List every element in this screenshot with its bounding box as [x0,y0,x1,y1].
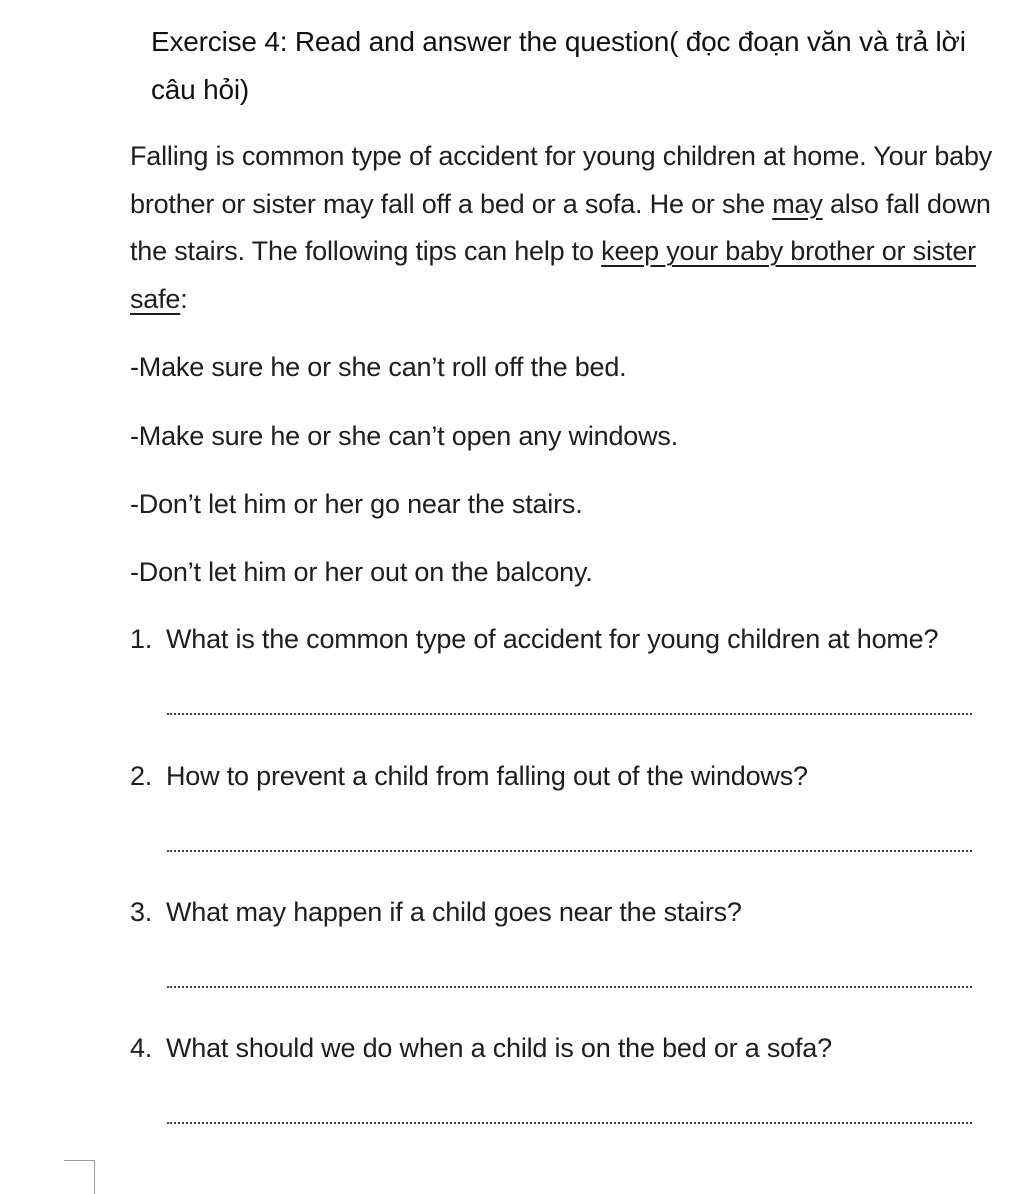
question-1 [130,621,938,657]
question-number: 4. [130,1033,153,1063]
tip-item: -Don’t let him or her out on the balcony. [130,557,593,587]
question-text: How to prevent a child from falling out of the windows? [166,761,808,791]
question-text: What may happen if a child goes near the stairs? [166,897,742,927]
passage-text-2: also fall down the stairs. The following tips can help to [130,188,991,266]
question-number: 1. [130,624,153,654]
reading-passage [130,133,1000,323]
question-2 [130,758,808,794]
question-number: 3. [130,897,153,927]
question-number: 2. [130,761,153,791]
exercise-title: Exercise 4: Read and answer the question( đọc đoạn văn và trả lời câu hỏi) [151,26,966,105]
passage-text-1: Falling is common type of accident for young children at home. Your baby brother or sister may fall off a bed or a sofa. He or she [130,141,993,219]
question-text: What should we do when a child is on the bed or a sofa? [166,1033,832,1063]
passage-underline-may: may [772,188,823,219]
tip-item: -Make sure he or she can’t roll off the bed. [130,352,627,382]
question-4 [130,1030,832,1066]
tip-item: -Don’t let him or her go near the stairs. [130,489,583,519]
answer-line-2[interactable] [167,850,972,852]
question-3 [130,894,742,930]
page-corner-mark [64,1160,95,1194]
passage-text-3: : [180,283,188,314]
answer-line-1[interactable] [167,713,972,715]
question-text: What is the common type of accident for young children at home? [166,624,939,654]
passage-underline-keep-safe: keep your baby brother or sister safe [130,236,976,314]
answer-line-4[interactable] [167,1122,972,1124]
tip-item: -Make sure he or she can’t open any windows. [130,421,678,451]
answer-line-3[interactable] [167,986,972,988]
